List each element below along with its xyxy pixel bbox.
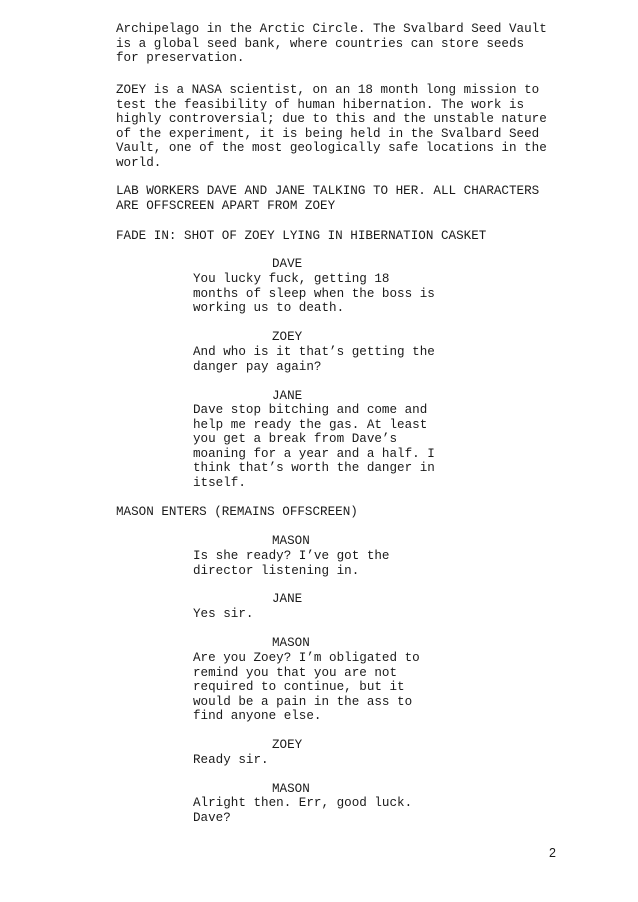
action-paragraph: FADE IN: SHOT OF ZOEY LYING IN HIBERNATION CASKET: [116, 229, 487, 243]
dialogue: Yes sir.: [193, 607, 254, 621]
dialogue: And who is it that’s getting the danger pay again?: [193, 345, 435, 374]
character-cue: JANE: [272, 592, 303, 606]
action-paragraph: MASON ENTERS (REMAINS OFFSCREEN): [116, 505, 358, 519]
dialogue: You lucky fuck, getting 18 months of sleep when the boss is working us to death.: [193, 272, 435, 316]
dialogue: Is she ready? I’ve got the director listening in.: [193, 549, 390, 578]
dialogue: Are you Zoey? I’m obligated to remind you that you are not required to continue, but it would be a pain in the ass to find anyone else.: [193, 651, 420, 724]
action-paragraph: Archipelago in the Arctic Circle. The Svalbard Seed Vault is a global seed bank, where countries can store seeds for preservation.: [116, 22, 547, 66]
character-cue: ZOEY: [272, 330, 303, 344]
action-paragraph: ZOEY is a NASA scientist, on an 18 month long mission to test the feasibility of human hibernation. The work is highly controversial; due to this and the unstable nature of the experiment, it is being held in the Svalbard Seed Vault, one of the most geologically safe locations in the world.: [116, 83, 547, 170]
character-cue: MASON: [272, 636, 310, 650]
dialogue: Ready sir.: [193, 753, 269, 767]
character-cue: MASON: [272, 782, 310, 796]
page-number: 2: [549, 846, 556, 860]
dialogue: Alright then. Err, good luck. Dave?: [193, 796, 413, 825]
character-cue: JANE: [272, 389, 303, 403]
character-cue: MASON: [272, 534, 310, 548]
action-paragraph: LAB WORKERS DAVE AND JANE TALKING TO HER. ALL CHARACTERS ARE OFFSCREEN APART FROM ZOEY: [116, 184, 540, 213]
dialogue: Dave stop bitching and come and help me ready the gas. At least you get a break from Dave’s moaning for a year and a half. I think that’s worth the danger in itself.: [193, 403, 435, 490]
character-cue: DAVE: [272, 257, 303, 271]
character-cue: ZOEY: [272, 738, 303, 752]
